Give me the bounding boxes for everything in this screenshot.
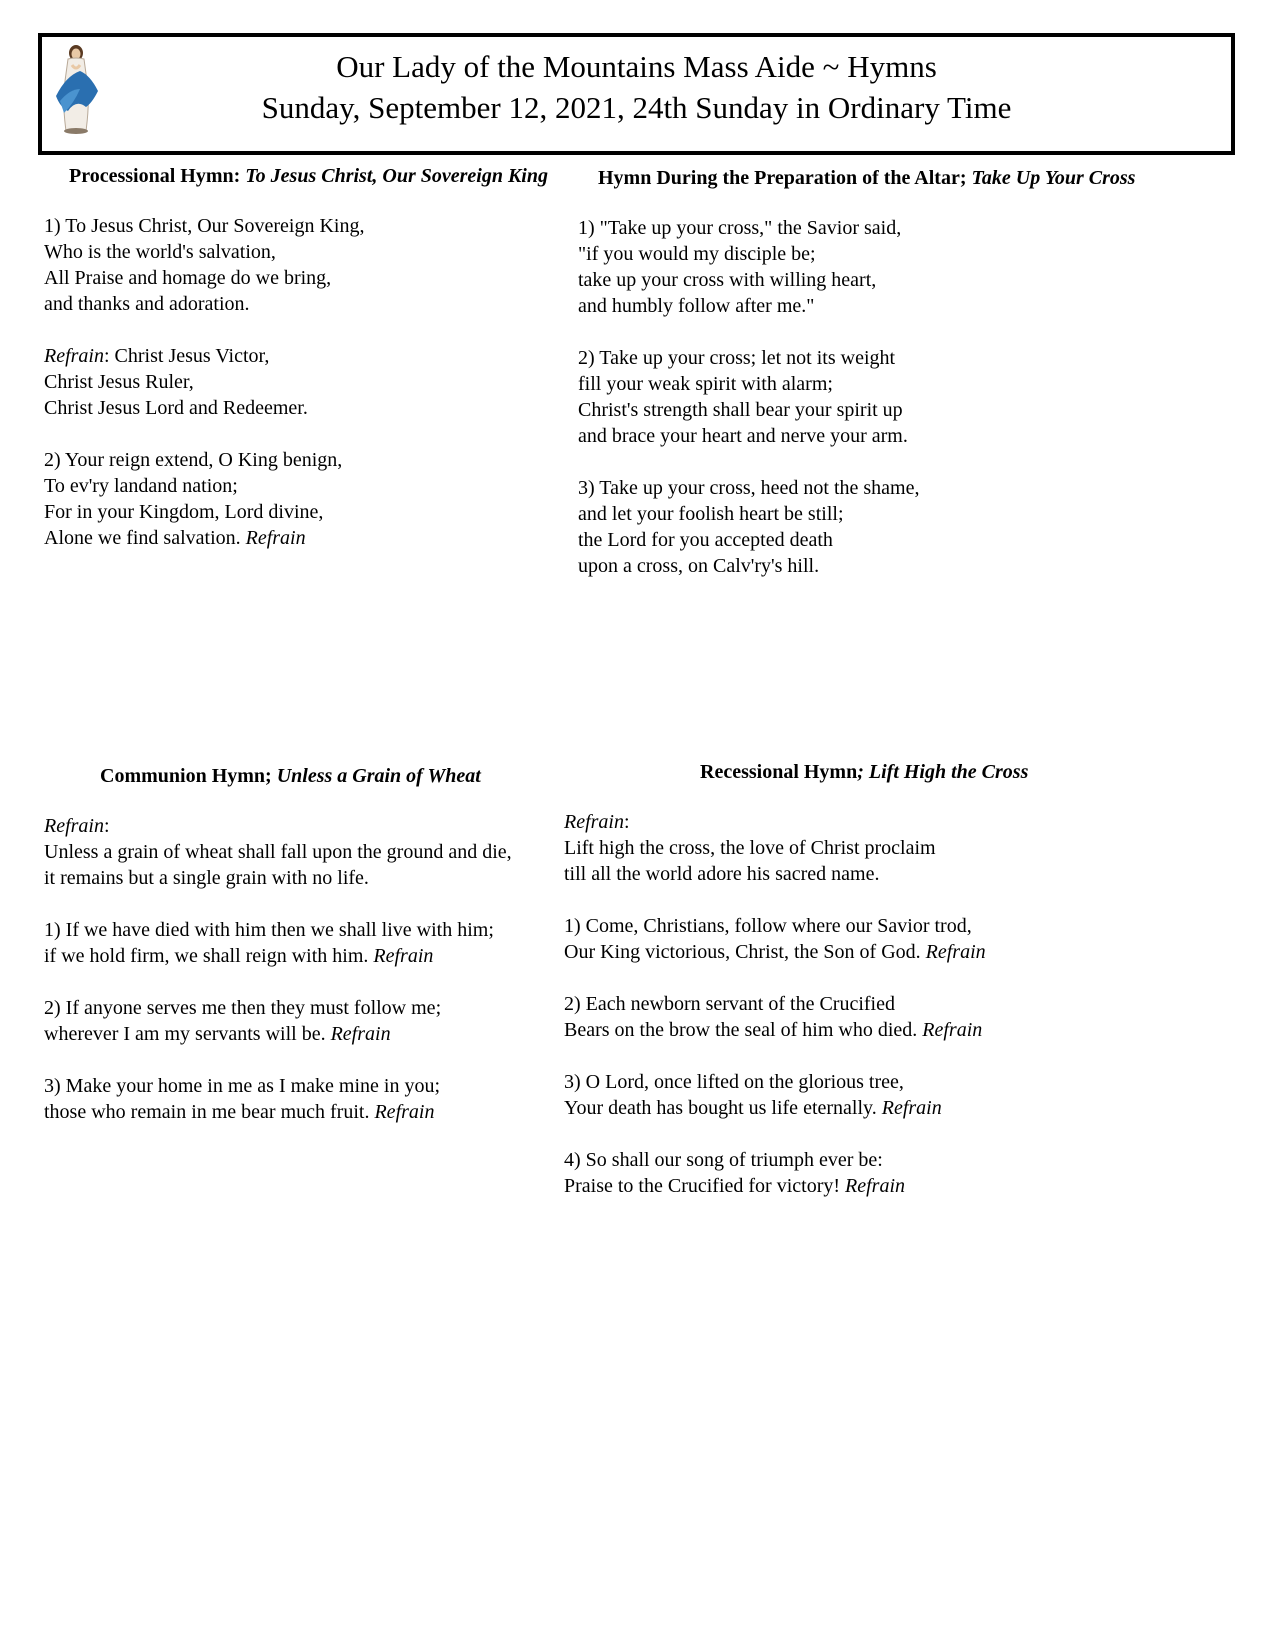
- lyric-line: and humbly follow after me.": [578, 295, 815, 317]
- lyric-line: Christ Jesus Lord and Redeemer.: [44, 397, 308, 419]
- lyric-line: "if you would my disciple be;: [578, 243, 816, 265]
- lyric-line: 1) To Jesus Christ, Our Sovereign King,: [44, 215, 365, 237]
- lyric-line: Christ's strength shall bear your spirit up: [578, 399, 903, 421]
- lyric-line: Bears on the brow the seal of him who died. Refrain: [564, 1019, 983, 1041]
- hymn-lyrics: [44, 213, 564, 551]
- lyric-line: take up your cross with willing heart,: [578, 269, 877, 291]
- header-box: [38, 33, 1235, 155]
- lyric-line: the Lord for you accepted death: [578, 529, 833, 551]
- refrain-line: Refrain: Christ Jesus Victor,: [44, 345, 270, 367]
- lyric-line: Praise to the Crucified for victory! Refrain: [564, 1175, 906, 1197]
- hymn-heading: [564, 759, 1164, 785]
- page-date-line: Sunday, September 12, 2021, 24th Sunday in Ordinary Time: [261, 90, 1012, 125]
- lyric-line: To ev'ry landand nation;: [44, 475, 238, 497]
- lyric-line: those who remain in me bear much fruit. Refrain: [44, 1101, 435, 1123]
- lyric-line: fill your weak spirit with alarm;: [578, 373, 833, 395]
- preparation-hymn: [578, 165, 1178, 579]
- refrain-tag: Refrain: [245, 527, 306, 549]
- lyric-line: Lift high the cross, the love of Christ proclaim: [564, 837, 936, 859]
- refrain-heading: Refrain:: [564, 811, 630, 833]
- hymn-title: Take Up Your Cross: [971, 167, 1136, 189]
- lyric-line: 3) Take up your cross, heed not the shame,: [578, 477, 920, 499]
- lyric-line: 2) Your reign extend, O King benign,: [44, 449, 343, 471]
- hymn-label: Recessional Hymn: [700, 761, 858, 783]
- hymn-label: Hymn During the Preparation of the Altar;: [598, 167, 972, 189]
- refrain-label: Refrain: [44, 345, 104, 367]
- lyric-line: 1) Come, Christians, follow where our Savior trod,: [564, 915, 972, 937]
- page-title: Our Lady of the Mountains Mass Aide ~ Hymns: [336, 49, 937, 84]
- lyric-line: Your death has bought us life eternally. Refrain: [564, 1097, 942, 1119]
- communion-hymn: [44, 763, 564, 1125]
- lyric-line: upon a cross, on Calv'ry's hill.: [578, 555, 820, 577]
- lyric-line: 1) "Take up your cross," the Savior said,: [578, 217, 902, 239]
- lyric-line: it remains but a single grain with no life.: [44, 867, 369, 889]
- lyric-line: 2) Each newborn servant of the Crucified: [564, 993, 895, 1015]
- hymn-heading: [578, 165, 1178, 191]
- lyric-line: and brace your heart and nerve your arm.: [578, 425, 908, 447]
- lyric-line: Christ Jesus Ruler,: [44, 371, 194, 393]
- hymn-lyrics: [578, 215, 1178, 579]
- hymn-label: Communion Hymn;: [100, 765, 277, 787]
- lyric-line: 4) So shall our song of triumph ever be:: [564, 1149, 883, 1171]
- lyric-line: and thanks and adoration.: [44, 293, 250, 315]
- hymn-heading: [44, 163, 564, 189]
- hymn-title: Unless a Grain of Wheat: [276, 765, 481, 787]
- hymn-lyrics: [44, 813, 564, 1125]
- lyric-line: wherever I am my servants will be. Refrain: [44, 1023, 391, 1045]
- lyric-line: Unless a grain of wheat shall fall upon the ground and die,: [44, 841, 512, 863]
- hymn-title: To Jesus Christ, Our Sovereign King: [245, 165, 548, 187]
- processional-hymn: [44, 163, 564, 551]
- lyric-line: and let your foolish heart be still;: [578, 503, 844, 525]
- recessional-hymn: [564, 759, 1164, 1199]
- lyric-line: 2) Take up your cross; let not its weight: [578, 347, 896, 369]
- lyric-line: Alone we find salvation. Refrain: [44, 527, 306, 549]
- hymn-label: Processional Hymn:: [69, 165, 246, 187]
- hymn-heading: [44, 763, 564, 789]
- hymn-title: ; Lift High the Cross: [857, 761, 1029, 783]
- lyric-line: if we hold firm, we shall reign with him. Refrain: [44, 945, 434, 967]
- lyric-line: 2) If anyone serves me then they must follow me;: [44, 997, 442, 1019]
- refrain-heading: Refrain:: [44, 815, 110, 837]
- lyric-line: Our King victorious, Christ, the Son of God. Refrain: [564, 941, 986, 963]
- lyric-line: till all the world adore his sacred name.: [564, 863, 880, 885]
- lyric-line: All Praise and homage do we bring,: [44, 267, 332, 289]
- lyric-line: For in your Kingdom, Lord divine,: [44, 501, 324, 523]
- hymn-lyrics: [564, 809, 1164, 1199]
- lyric-line: 3) O Lord, once lifted on the glorious tree,: [564, 1071, 904, 1093]
- lyric-line: Who is the world's salvation,: [44, 241, 276, 263]
- lyric-line: 3) Make your home in me as I make mine in you;: [44, 1075, 441, 1097]
- lyric-line: 1) If we have died with him then we shall live with him;: [44, 919, 494, 941]
